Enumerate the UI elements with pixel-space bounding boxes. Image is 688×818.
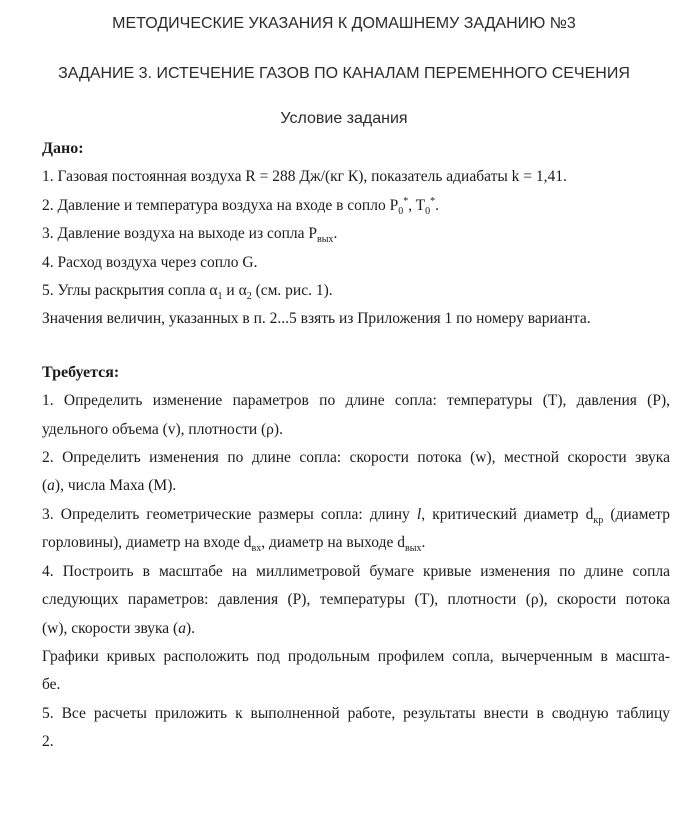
text-segment: ).: [185, 619, 196, 637]
text-segment: 3. Давление воздуха на выходе из сопла P: [42, 225, 317, 243]
given-item-3: [42, 220, 670, 248]
text-segment: (w), скорости звука (: [42, 619, 179, 637]
text-segment: 4. Построить в масштабе на миллиметровой бумаге кривые изменения по длине сопла: [42, 562, 670, 580]
text-segment: а: [47, 477, 55, 495]
text-line: [42, 305, 670, 333]
text-segment: вх: [251, 543, 262, 555]
text-segment: ), числа Маха (М).: [54, 477, 177, 495]
text-segment: 1. Определить изменение параметров по длине сопла: температуры (Т), давления (Р),: [42, 392, 670, 410]
conditions-subtitle: Условие задания: [280, 110, 408, 127]
given-item-2: [42, 192, 670, 220]
text-line: [42, 472, 670, 500]
text-segment: Графики кривых расположить под продольным профилем сопла, вычерченным в масшта-: [42, 647, 670, 665]
text-segment: *: [403, 195, 409, 207]
document-body: [0, 135, 688, 757]
required-heading: Требуется:: [42, 363, 120, 381]
text-segment: .: [333, 225, 338, 243]
text-segment: 0: [398, 205, 404, 217]
given-heading: Дано:: [42, 140, 84, 157]
required-item-4: [42, 558, 670, 643]
text-segment: вых: [405, 543, 422, 555]
text-line: [42, 249, 670, 277]
text-segment: Значения величин, указанных в п. 2...5 взять из Приложения 1 по номеру варианта.: [42, 310, 591, 328]
text-line: [42, 163, 670, 191]
text-segment: (диаметр: [603, 505, 670, 523]
text-segment: , диаметр на выходе d: [261, 534, 406, 552]
text-segment: 4. Расход воздуха через сопло G.: [42, 253, 258, 271]
text-line: [42, 728, 670, 756]
text-line: [42, 277, 670, 305]
text-line: [42, 387, 670, 415]
text-segment: 1. Газовая постоянная воздуха R = 288 Дж/(кг К), показатель адиабаты k = 1,41.: [42, 168, 567, 186]
text-line: [42, 444, 670, 472]
text-segment: бе.: [42, 676, 61, 694]
text-segment: 2. Определить изменения по длине сопла: скорости потока (w), местной скорости звука: [42, 449, 670, 467]
text-line: [42, 671, 670, 699]
text-line: [42, 615, 670, 643]
text-line: [42, 501, 670, 529]
text-segment: (см. рис. 1).: [251, 282, 333, 300]
text-segment: 5. Углы раскрытия сопла α: [42, 282, 218, 300]
text-segment: кр: [593, 514, 604, 526]
text-line: [42, 192, 670, 220]
required-item-3: [42, 501, 670, 558]
text-segment: , критический диаметр d: [421, 505, 594, 523]
required-item-5: [42, 643, 670, 700]
text-segment: горловины), диаметр на входе d: [42, 534, 252, 552]
text-segment: и α: [222, 282, 247, 300]
text-segment: *: [430, 195, 436, 207]
given-item-6: [42, 305, 670, 333]
text-segment: 2: [246, 291, 252, 303]
required-item-2: [42, 444, 670, 501]
text-line: [42, 700, 670, 728]
task-title: ЗАДАНИЕ 3. ИСТЕЧЕНИЕ ГАЗОВ ПО КАНАЛАМ ПЕРЕМЕННОГО СЕЧЕНИЯ: [58, 65, 630, 82]
required-item-1: [42, 387, 670, 444]
text-segment: 5. Все расчеты приложить к выполненной работе, результаты внести в сводную таблицу: [42, 704, 670, 722]
doc-title: МЕТОДИЧЕСКИЕ УКАЗАНИЯ К ДОМАШНЕМУ ЗАДАНИЮ №3: [112, 15, 576, 32]
text-segment: 2.: [42, 733, 54, 751]
given-item-1: [42, 163, 670, 191]
text-segment: .: [421, 534, 426, 552]
required-list: [42, 387, 670, 756]
text-line: [42, 529, 670, 557]
text-line: [42, 643, 670, 671]
text-segment: 0: [425, 205, 431, 217]
text-segment: l: [416, 505, 422, 523]
text-segment: удельного объема (v), плотности (ρ).: [42, 420, 283, 438]
text-segment: 1: [217, 291, 223, 303]
text-segment: вых: [316, 234, 334, 246]
text-line: [42, 416, 670, 444]
text-segment: 3. Определить геометрические размеры сопла: длину: [42, 505, 417, 523]
text-line: [42, 558, 670, 586]
text-segment: , T: [408, 196, 426, 214]
given-item-5: [42, 277, 670, 305]
text-segment: следующих параметров: давления (Р), температуры (Т), плотности (ρ), скорости потока: [42, 591, 670, 609]
text-segment: а: [178, 619, 186, 637]
text-segment: (: [42, 477, 48, 495]
text-segment: 2. Давление и температура воздуха на входе в сопло P: [42, 196, 399, 214]
given-list: [42, 163, 670, 333]
text-segment: .: [435, 196, 440, 214]
given-item-4: [42, 249, 670, 277]
text-line: [42, 220, 670, 248]
required-item-6: [42, 700, 670, 757]
text-line: [42, 586, 670, 614]
